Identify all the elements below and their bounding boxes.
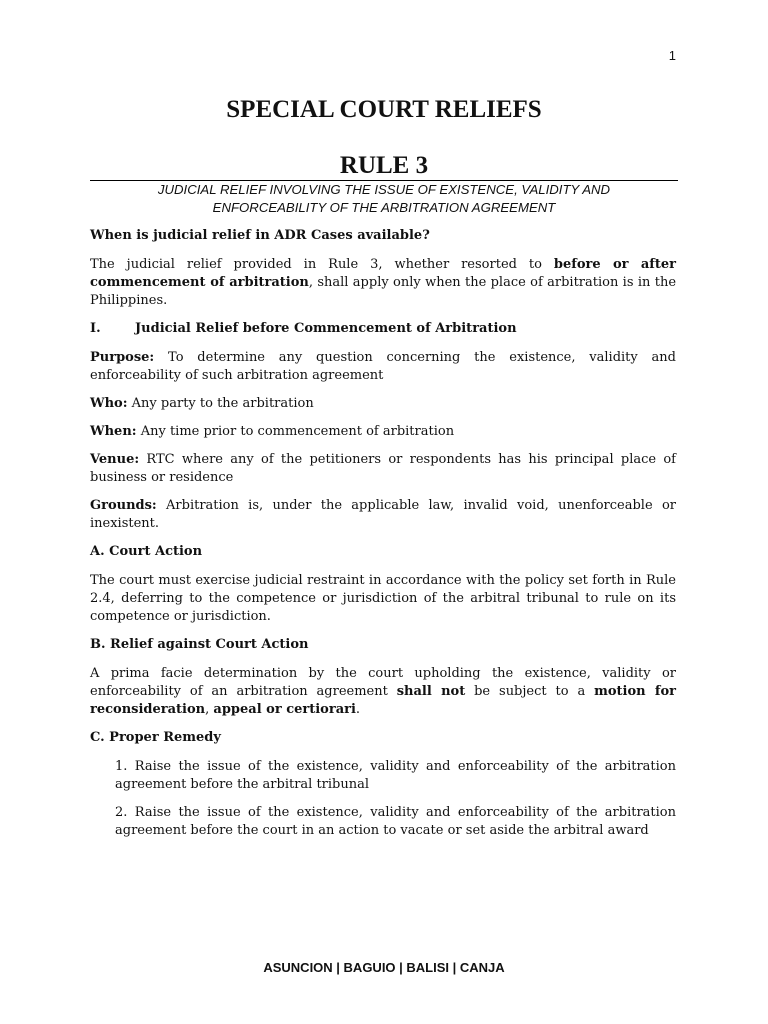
who-label: Who:	[90, 396, 128, 411]
document-title: SPECIAL COURT RELIEFS	[226, 96, 542, 123]
page-number: 1	[668, 48, 676, 63]
section-b-heading: B. Relief against Court Action	[90, 637, 309, 652]
when-field	[90, 423, 676, 441]
section-1-heading	[90, 320, 676, 338]
section-b-bold-3: appeal or certiorari	[213, 702, 356, 717]
section-b-text-3: ,	[205, 702, 214, 717]
when-label: When:	[90, 424, 137, 439]
intro-text-1: The judicial relief provided in Rule 3, whether resorted to	[90, 257, 554, 272]
subtitle-line-2: ENFORCEABILITY OF THE ARBITRATION AGREEMENT	[212, 200, 556, 215]
remedy-item-2: 2. Raise the issue of the existence, validity and enforceability of the arbitration agreement before the court in an action to vacate or set aside the arbitral award	[115, 805, 676, 838]
who-field	[90, 395, 676, 413]
section-1-title: Judicial Relief before Commencement of Arbitration	[135, 321, 517, 336]
section-a-text: The court must exercise judicial restraint in accordance with the policy set forth in Rule 2.4, deferring to the competence or jurisdiction of the arbitral tribunal to rule on its competence or jurisdiction.	[90, 573, 676, 624]
purpose-text: To determine any question concerning the existence, validity and enforceability of such arbitration agreement	[90, 350, 676, 383]
question-heading: When is judicial relief in ADR Cases available?	[90, 228, 430, 243]
section-b-bold-1: shall not	[396, 684, 466, 699]
grounds-field	[90, 497, 676, 533]
intro-bold-1: before or after commencement of arbitration	[90, 257, 676, 290]
subtitle-line-1: JUDICIAL RELIEF INVOLVING THE ISSUE OF EXISTENCE, VALIDITY AND	[157, 182, 611, 197]
rule-subtitle	[90, 181, 678, 217]
who-text: Any party to the arbitration	[127, 396, 314, 411]
rule-heading: RULE 3	[339, 152, 429, 179]
grounds-text: Arbitration is, under the applicable law, invalid void, unenforceable or inexistent.	[90, 498, 676, 531]
section-b-text	[90, 665, 676, 719]
section-b-text-2: be subject to a	[465, 684, 595, 699]
purpose-label: Purpose:	[90, 350, 155, 365]
section-b-bold-2: motion for reconsideration	[90, 684, 676, 717]
venue-text: RTC where any of the petitioners or respondents has his principal place of business or residence	[90, 452, 676, 485]
section-b-text-1: A prima facie determination by the court upholding the existence, validity or enforceability of an arbitration agreement	[90, 666, 676, 699]
when-text: Any time prior to commencement of arbitration	[136, 424, 455, 439]
venue-field	[90, 451, 676, 487]
section-1-number: I.	[90, 321, 101, 336]
grounds-label: Grounds:	[90, 498, 157, 513]
intro-paragraph	[90, 256, 676, 310]
document-body	[90, 227, 676, 850]
section-a-heading: A. Court Action	[90, 544, 203, 559]
section-b-text-4: .	[355, 702, 361, 717]
section-c-heading: C. Proper Remedy	[90, 730, 221, 745]
purpose-field	[90, 349, 676, 385]
remedy-item-1: 1. Raise the issue of the existence, validity and enforceability of the arbitration agreement before the arbitral tribunal	[115, 759, 676, 792]
author-footer: ASUNCION | BAGUIO | BALISI | CANJA	[263, 960, 505, 975]
venue-label: Venue:	[90, 452, 140, 467]
intro-text-2: , shall apply only when the place of arbitration is in the Philippines.	[90, 275, 677, 308]
